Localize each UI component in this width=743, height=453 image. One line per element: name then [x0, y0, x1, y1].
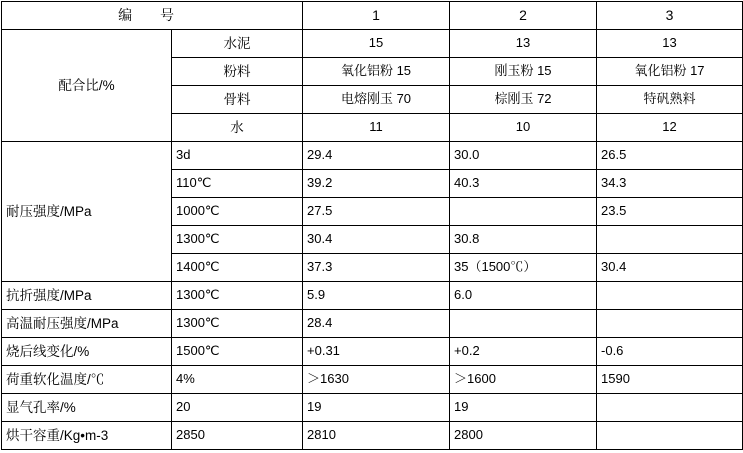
cell-hot-compressive-1: 28.4: [303, 310, 450, 338]
row-group-label-compressive-strength: 耐压强度/MPa: [2, 142, 172, 282]
cell-powder-1: 氧化铝粉 15: [303, 58, 450, 86]
cell-flexural-3: [597, 282, 743, 310]
cell-powder-2: 刚玉粉 15: [450, 58, 597, 86]
cell-hot-compressive-2: [450, 310, 597, 338]
cell-linear-change-2: +0.2: [450, 338, 597, 366]
row-group-label-mix-ratio: 配合比/%: [2, 30, 172, 142]
cell-compressive-1000c-2: [450, 198, 597, 226]
table-header-row: [2, 2, 743, 30]
cell-water-3: 12: [597, 114, 743, 142]
cell-aggregate-1: 电熔刚玉 70: [303, 86, 450, 114]
cell-bulk-density-1: 2810: [303, 422, 450, 450]
cell-bulk-density-3: [597, 422, 743, 450]
sub-label-1000c: 1000℃: [172, 198, 303, 226]
cell-apparent-porosity-3: [597, 394, 743, 422]
table-row: [2, 338, 743, 366]
table-row: [2, 366, 743, 394]
row-label-bulk-density: 烘干容重/Kg•m-3: [2, 422, 172, 450]
sub-label-3d: 3d: [172, 142, 303, 170]
cell-compressive-110c-3: 34.3: [597, 170, 743, 198]
row-label-linear-change: 烧后线变化/%: [2, 338, 172, 366]
cell-cement-1: 15: [303, 30, 450, 58]
table-row: [2, 422, 743, 450]
cell-load-2: ＞1600: [450, 366, 597, 394]
table-row: [2, 394, 743, 422]
cell-powder-3: 氧化铝粉 17: [597, 58, 743, 86]
row-label-flexural-strength: 抗折强度/MPa: [2, 282, 172, 310]
cell-compressive-1400c-3: 30.4: [597, 254, 743, 282]
sub-label-110c: 110℃: [172, 170, 303, 198]
table-row: [2, 142, 743, 170]
sub-label-aggregate: 骨料: [172, 86, 303, 114]
row-label-hot-compressive-strength: 高温耐压强度/MPa: [2, 310, 172, 338]
cell-aggregate-3: 特矾熟料: [597, 86, 743, 114]
cell-flexural-1: 5.9: [303, 282, 450, 310]
cell-compressive-1000c-3: 23.5: [597, 198, 743, 226]
specification-table: [1, 1, 743, 450]
sub-label-hot-compressive-condition: 1300℃: [172, 310, 303, 338]
cell-compressive-3d-1: 29.4: [303, 142, 450, 170]
cell-load-3: 1590: [597, 366, 743, 394]
header-column-3: 3: [597, 2, 743, 30]
table-row: [2, 310, 743, 338]
sub-label-load-condition: 4%: [172, 366, 303, 394]
cell-compressive-1300c-2: 30.8: [450, 226, 597, 254]
cell-bulk-density-0: 2850: [172, 422, 303, 450]
table-row: [2, 30, 743, 58]
header-column-2: 2: [450, 2, 597, 30]
cell-compressive-1300c-3: [597, 226, 743, 254]
cell-compressive-1400c-2: 35（1500℃）: [450, 254, 597, 282]
header-label-number: 编 号: [2, 2, 303, 30]
cell-cement-2: 13: [450, 30, 597, 58]
cell-compressive-3d-3: 26.5: [597, 142, 743, 170]
cell-apparent-porosity-0: 20: [172, 394, 303, 422]
cell-compressive-3d-2: 30.0: [450, 142, 597, 170]
table-row: [2, 282, 743, 310]
cell-hot-compressive-3: [597, 310, 743, 338]
sub-label-flexural-condition: 1300℃: [172, 282, 303, 310]
cell-linear-change-3: -0.6: [597, 338, 743, 366]
cell-water-1: 11: [303, 114, 450, 142]
sub-label-powder: 粉料: [172, 58, 303, 86]
cell-compressive-1300c-1: 30.4: [303, 226, 450, 254]
sub-label-1400c: 1400℃: [172, 254, 303, 282]
row-label-apparent-porosity: 显气孔率/%: [2, 394, 172, 422]
cell-linear-change-1: +0.31: [303, 338, 450, 366]
cell-apparent-porosity-1: 19: [303, 394, 450, 422]
sub-label-linear-change-condition: 1500℃: [172, 338, 303, 366]
sub-label-cement: 水泥: [172, 30, 303, 58]
header-column-1: 1: [303, 2, 450, 30]
cell-bulk-density-2: 2800: [450, 422, 597, 450]
cell-cement-3: 13: [597, 30, 743, 58]
cell-compressive-110c-2: 40.3: [450, 170, 597, 198]
cell-apparent-porosity-2: 19: [450, 394, 597, 422]
cell-aggregate-2: 棕刚玉 72: [450, 86, 597, 114]
cell-compressive-1000c-1: 27.5: [303, 198, 450, 226]
cell-load-1: ＞1630: [303, 366, 450, 394]
cell-compressive-1400c-1: 37.3: [303, 254, 450, 282]
sub-label-1300c: 1300℃: [172, 226, 303, 254]
cell-flexural-2: 6.0: [450, 282, 597, 310]
cell-compressive-110c-1: 39.2: [303, 170, 450, 198]
cell-water-2: 10: [450, 114, 597, 142]
sub-label-water: 水: [172, 114, 303, 142]
row-label-refractoriness-under-load: 荷重软化温度/℃: [2, 366, 172, 394]
